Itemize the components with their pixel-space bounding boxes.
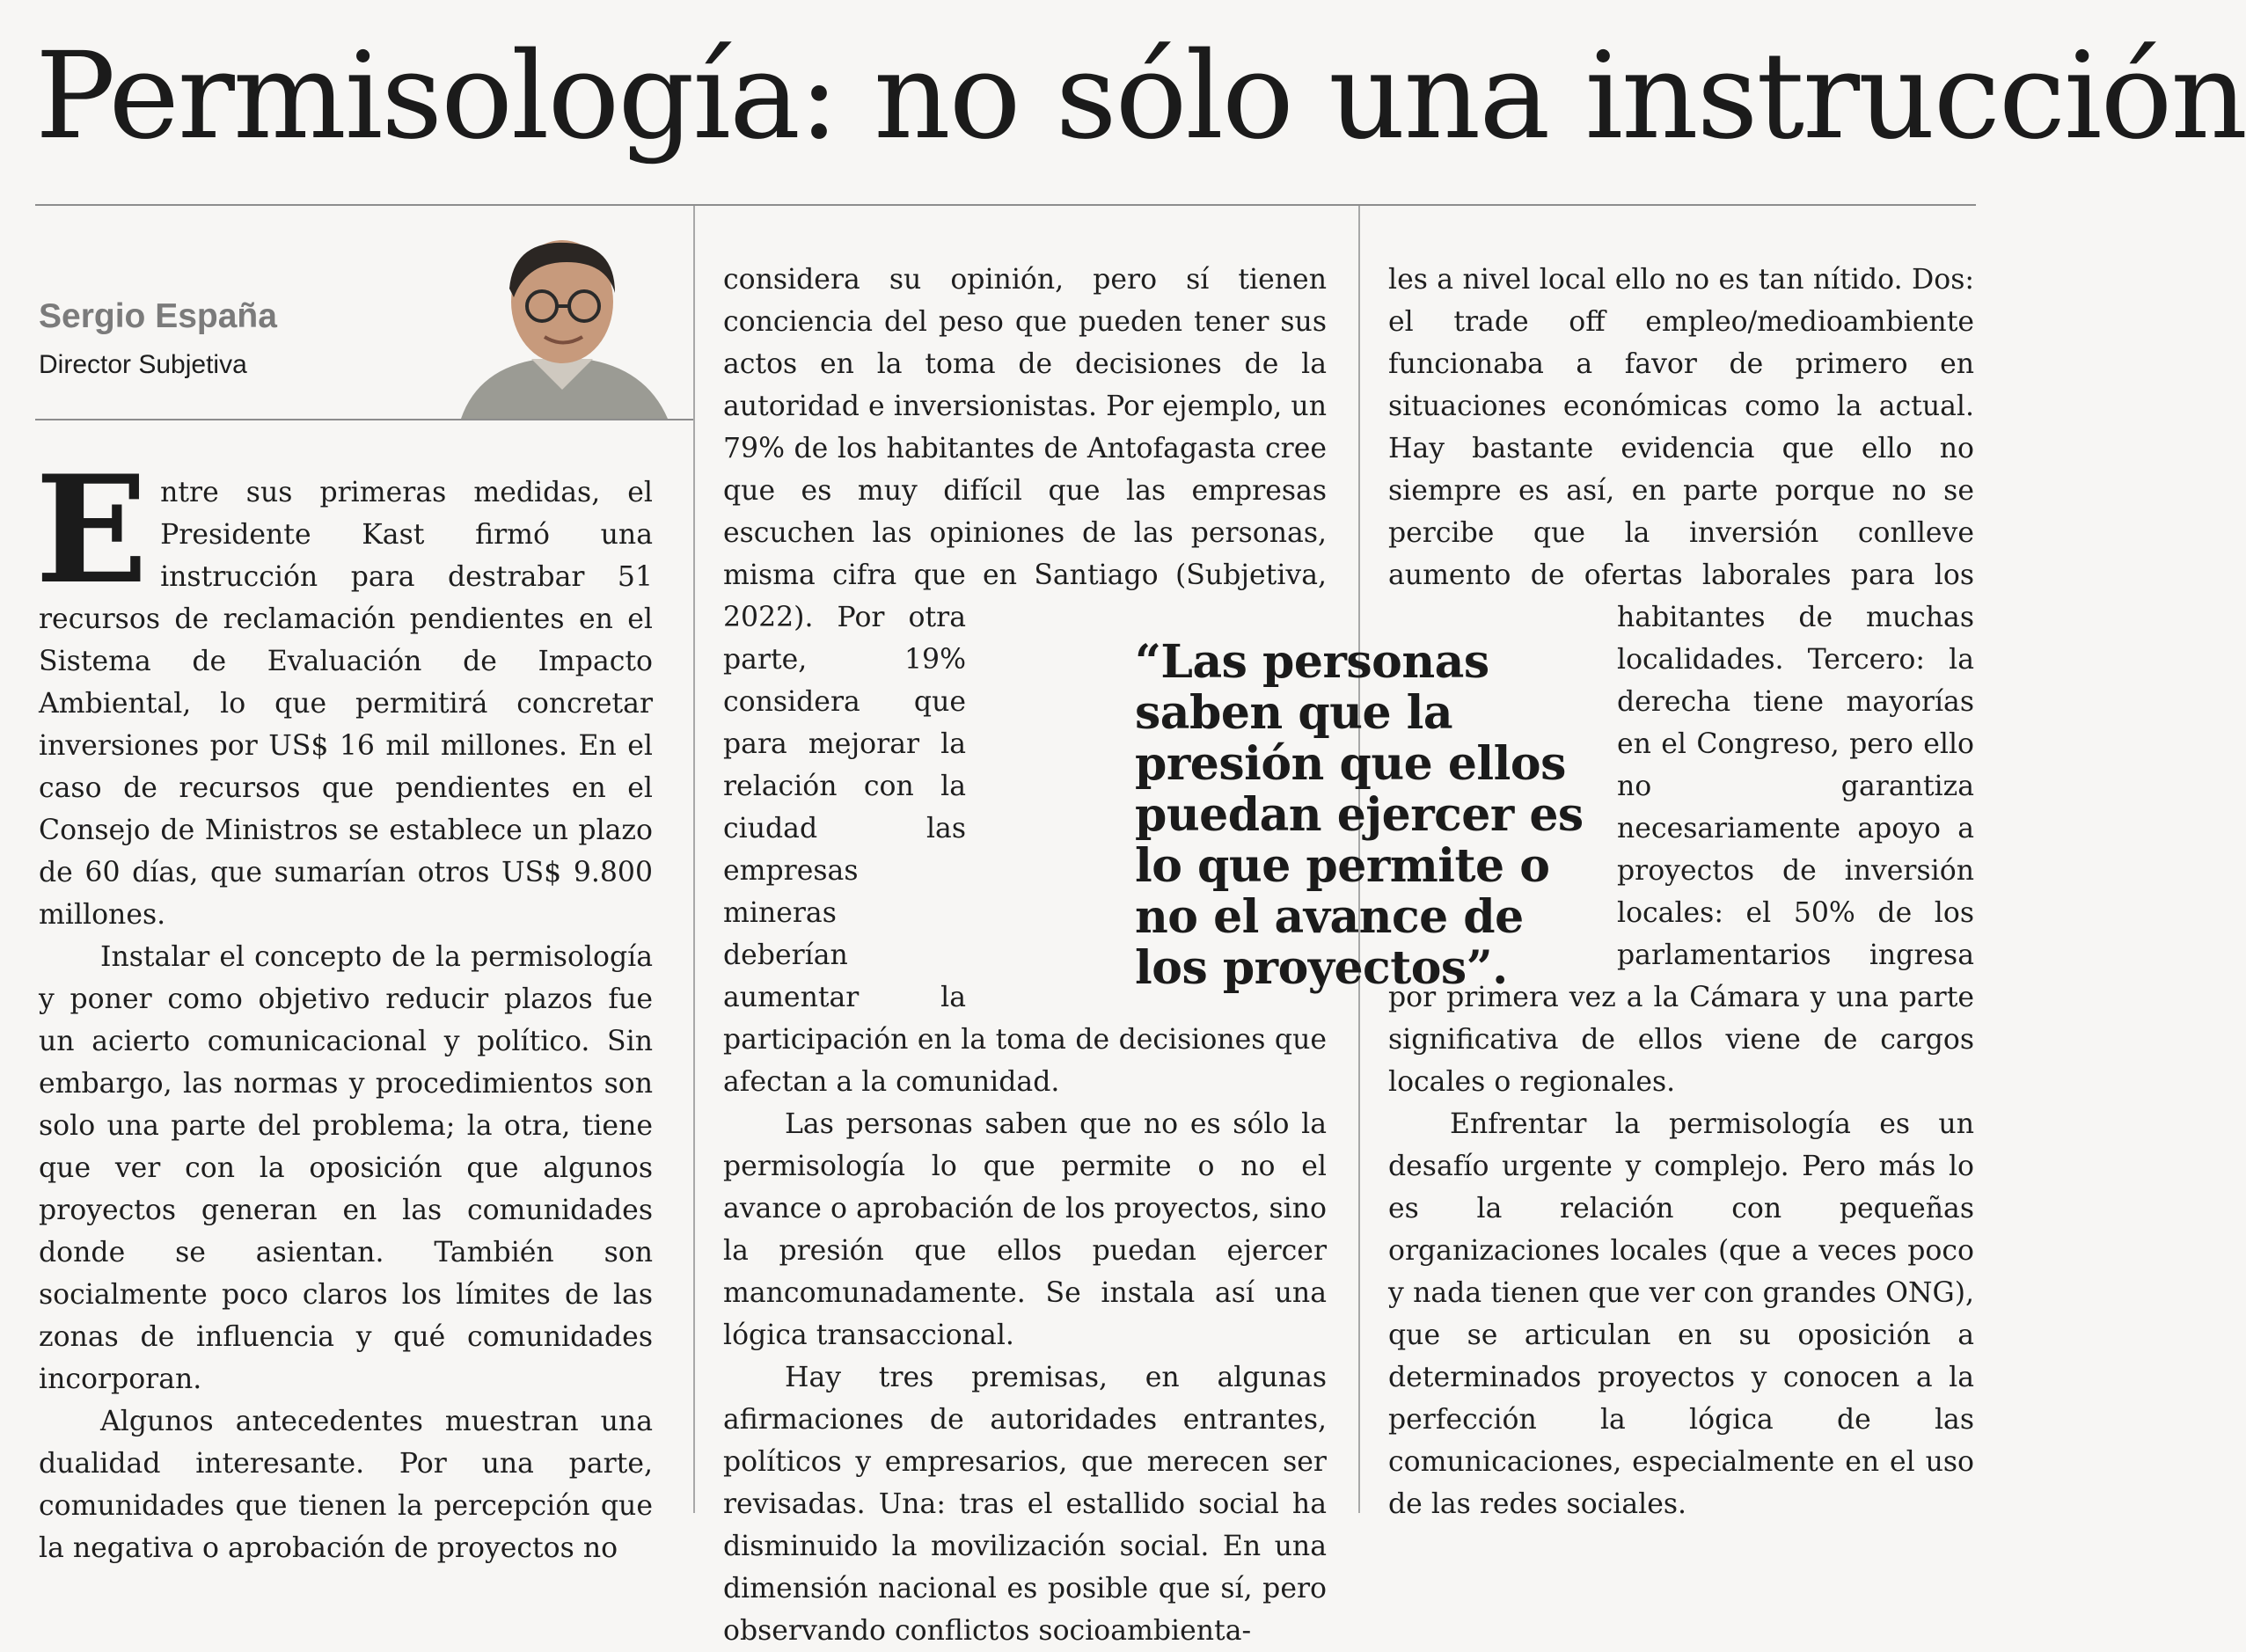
paragraph: Hay tres premisas, en algunas afirmaciones de autoridades entrantes, políticos y empresarios, que merecen ser revisadas. Una: tras el estallido social ha disminuido la movilización social. En una dimensión nacional es posible que sí, pero observando conflictos socioambienta- (723, 1362, 1327, 1647)
paragraph: Instalar el concepto de la permisología y poner como objetivo reducir plazos fue un acierto comunicacional y político. Sin embargo, las normas y procedimientos son solo una parte del problema; la otra, tiene que ver con la oposición que algunos proyectos generan en las comunidades donde se asientan. También son socialmente poco claros los límites de las zonas de influencia y qué comunidades incorporan. (39, 941, 653, 1395)
author-role: Director Subjetiva (39, 350, 247, 379)
paragraph: considera su opinión, pero sí tienen conciencia del peso que pueden tener sus actos en la toma de decisiones de la autoridad e inversionistas. Por ejemplo, un 79% de los habitantes de Antofagasta cree que es muy difícil que las empresas escuchen las opiniones de las personas, misma cifra que en Santiago (Subjetiva, 2022). Por otra parte, 19% considera que para mejorar la relación con la ciudad las empresas mineras deberían aumentar la participación en la toma de decisiones que afectan a la comunidad. (723, 264, 1327, 1098)
paragraph: les a nivel local ello no es tan nítido. Dos: el trade off empleo/medioambiente funcionaba a favor de primero en situaciones económicas como la actual. Hay bastante evidencia que ello no siempre es así, en parte porque no se percibe que la inversión conlleve aumento de ofertas laborales para los habitantes de muchas localidades. Tercero: la derecha tiene mayorías en el Congreso, pero ello no garantiza necesariamente apoyo a proyectos de inversión locales: el 50% de los parlamentarios ingresa por primera vez a la Cámara y una parte significativa de ellos viene de cargos locales o regionales. (1388, 264, 1974, 1098)
byline (39, 209, 672, 419)
column-1 (35, 442, 653, 1569)
author-name: Sergio España (39, 297, 277, 335)
pull-quote: “Las personas saben que la presión que ellos puedan ejercer es lo que permite o no el avance de los proyectos”. (1135, 635, 1584, 995)
paragraph: Entre sus primeras medidas, el Presidente Kast firmó una instrucción para destrabar 51 recursos de reclamación pendientes en el Sistema de Evaluación de Impacto Ambiental, lo que permitirá concretar inversiones por US$ 16 mil millones. En el caso de recursos que pendientes en el Consejo de Ministros se establece un plazo de 60 días, que sumarían otros US$ 9.800 millones. (35, 442, 653, 931)
byline-rule (35, 419, 693, 420)
top-rule (35, 204, 1976, 206)
dropcap: E (35, 442, 149, 617)
author-photo (443, 236, 681, 419)
headline: Permisología: no sólo una instrucción (35, 27, 2246, 166)
paragraph: Las personas saben que no es sólo la permisología lo que permite o no el avance o aprobación de los proyectos, sino la presión que ellos puedan ejercer mancomunadamente. Se instala así una lógica transaccional. (723, 1108, 1327, 1351)
paragraph: Enfrentar la permisología es un desafío urgente y complejo. Pero más lo es la relación con pequeñas organizaciones locales (que a veces poco y nada tienen que ver con grandes ONG), que se articulan en su oposición a determinados proyectos y conocen a la perfección la lógica de las comunicaciones, especialmente en el uso de las redes sociales. (1388, 1108, 1974, 1520)
paragraph: Algunos antecedentes muestran una dualidad interesante. Por una parte, comunidades que tienen la percepción que la negativa o aprobación de proyectos no (39, 1406, 653, 1564)
column-rule-1 (693, 206, 695, 1513)
